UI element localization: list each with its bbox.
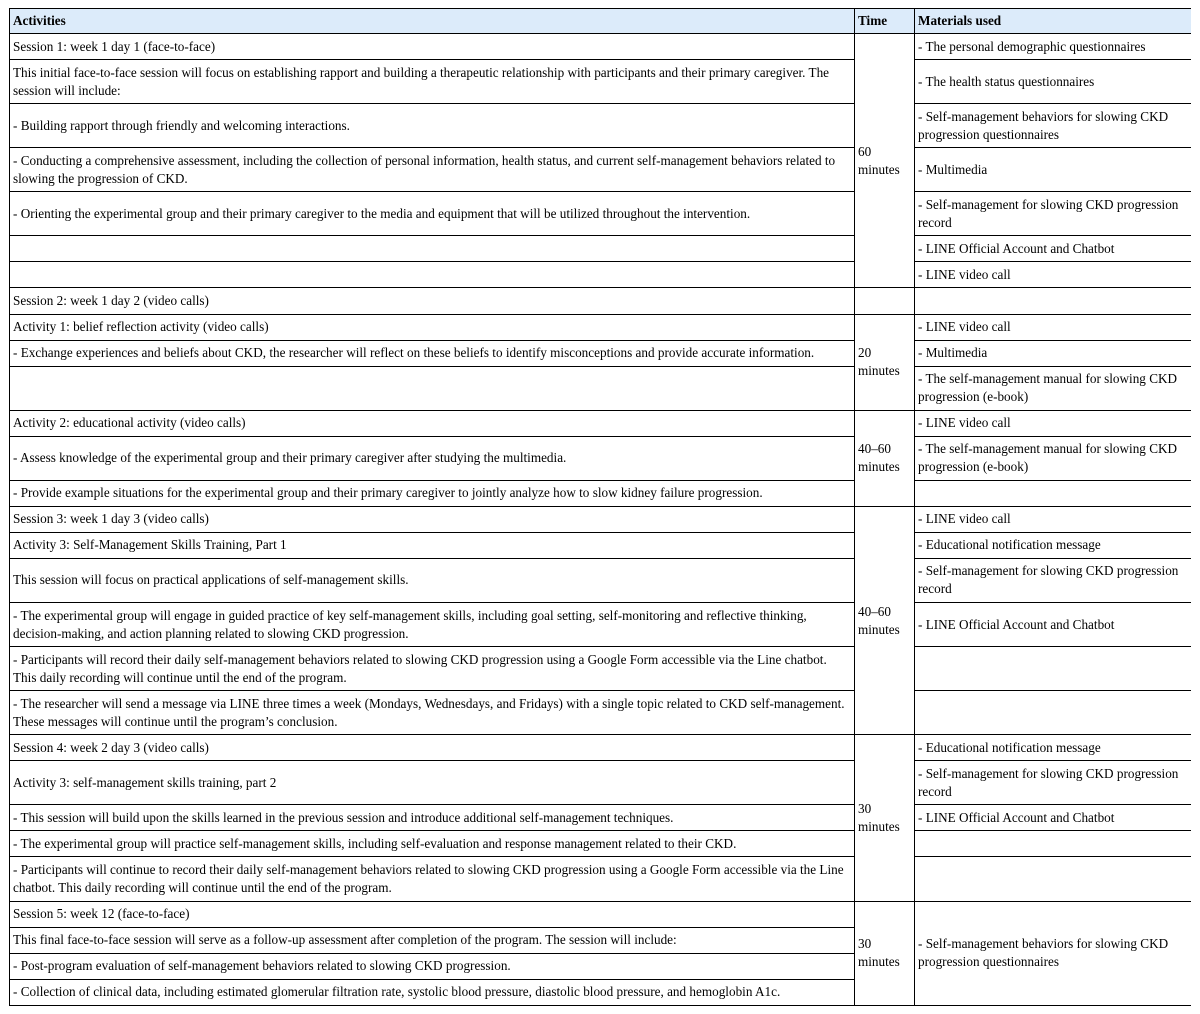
table-row xyxy=(10,410,1192,436)
material-cell: - The health status questionnaires xyxy=(915,60,1192,104)
activity-cell: - Exchange experiences and beliefs about CKD, the researcher will reflect on these beliefs to identify misconceptions and provide accurate information. xyxy=(10,340,855,366)
activity-cell: - Post-program evaluation of self-management behaviors related to slowing CKD progression. xyxy=(10,953,855,979)
activity-cell: This final face-to-face session will serve as a follow-up assessment after completion of the program. The session will include: xyxy=(10,927,855,953)
activity-cell: - Building rapport through friendly and welcoming interactions. xyxy=(10,104,855,148)
table-row xyxy=(10,532,1192,558)
material-cell: - The personal demographic questionnaires xyxy=(915,34,1192,60)
material-cell: - Self-management for slowing CKD progression record xyxy=(915,192,1192,236)
activity-cell: Session 4: week 2 day 3 (video calls) xyxy=(10,735,855,761)
activity-cell: Session 2: week 1 day 2 (video calls) xyxy=(10,288,855,314)
table-row xyxy=(10,34,1192,60)
activity-cell: - Assess knowledge of the experimental group and their primary caregiver after studying the multimedia. xyxy=(10,436,855,480)
material-cell: - Self-management for slowing CKD progression record xyxy=(915,558,1192,602)
header-activities: Activities xyxy=(10,9,855,34)
header-time: Time xyxy=(855,9,915,34)
activity-cell xyxy=(10,262,855,288)
header-materials: Materials used xyxy=(915,9,1192,34)
activity-cell: - This session will build upon the skills learned in the previous session and introduce additional self-management techniques. xyxy=(10,805,855,831)
activity-cell: Activity 3: self-management skills training, part 2 xyxy=(10,761,855,805)
table-row xyxy=(10,262,1192,288)
material-cell: - The self-management manual for slowing CKD progression (e-book) xyxy=(915,366,1192,410)
time-cell-session1: 60 minutes xyxy=(855,34,915,288)
material-cell: - LINE Official Account and Chatbot xyxy=(915,236,1192,262)
table-row xyxy=(10,761,1192,805)
material-cell: - LINE video call xyxy=(915,262,1192,288)
table-row xyxy=(10,148,1192,192)
table-row xyxy=(10,506,1192,532)
material-cell: - Educational notification message xyxy=(915,735,1192,761)
material-cell xyxy=(915,691,1192,735)
activity-cell: - The researcher will send a message via LINE three times a week (Mondays, Wednesdays, and Fridays) with a single topic related to CKD self-management. These messages will continue until the program’s conclusion. xyxy=(10,691,855,735)
material-cell: - LINE video call xyxy=(915,506,1192,532)
activity-cell: - Participants will continue to record their daily self-management behaviors related to slowing CKD progression using a Google Form accessible via the Line chatbot. This daily recording will continue until the end of the program. xyxy=(10,857,855,901)
activity-cell: This initial face-to-face session will focus on establishing rapport and building a therapeutic relationship with participants and their primary caregiver. The session will include: xyxy=(10,60,855,104)
table-row xyxy=(10,436,1192,480)
activity-cell: - Provide example situations for the experimental group and their primary caregiver to jointly analyze how to slow kidney failure progression. xyxy=(10,480,855,506)
activity-cell: Activity 2: educational activity (video calls) xyxy=(10,410,855,436)
table-row xyxy=(10,901,1192,927)
activity-cell: This session will focus on practical applications of self-management skills. xyxy=(10,558,855,602)
table-row xyxy=(10,288,1192,314)
material-cell xyxy=(915,831,1192,857)
activity-cell: - Conducting a comprehensive assessment, including the collection of personal information, health status, and current self-management behaviors related to slowing the progression of CKD. xyxy=(10,148,855,192)
table-row xyxy=(10,558,1192,602)
material-cell xyxy=(915,857,1192,901)
activity-cell: Session 1: week 1 day 1 (face-to-face) xyxy=(10,34,855,60)
material-cell: - The self-management manual for slowing CKD progression (e-book) xyxy=(915,436,1192,480)
table-row xyxy=(10,366,1192,410)
table-row xyxy=(10,647,1192,691)
time-cell-session2 xyxy=(855,288,915,314)
table-row xyxy=(10,104,1192,148)
time-cell-activity1: 20 minutes xyxy=(855,314,915,410)
table-row xyxy=(10,236,1192,262)
table-container xyxy=(9,8,1191,1006)
material-cell: - LINE video call xyxy=(915,410,1192,436)
time-cell-session3: 40–60 minutes xyxy=(855,506,915,734)
table-row xyxy=(10,735,1192,761)
time-cell-session5: 30 minutes xyxy=(855,901,915,1005)
table-row xyxy=(10,691,1192,735)
activities-table xyxy=(9,8,1191,1006)
material-cell: - LINE Official Account and Chatbot xyxy=(915,603,1192,647)
activity-cell: - Collection of clinical data, including estimated glomerular filtration rate, systolic blood pressure, diastolic blood pressure, and hemoglobin A1c. xyxy=(10,979,855,1005)
activity-cell: - The experimental group will practice self-management skills, including self-evaluation and response management related to their CKD. xyxy=(10,831,855,857)
material-cell xyxy=(915,288,1192,314)
material-cell-session5: - Self-management behaviors for slowing CKD progression questionnaires xyxy=(915,901,1192,1005)
material-cell: - LINE Official Account and Chatbot xyxy=(915,805,1192,831)
table-row xyxy=(10,857,1192,901)
material-cell: - Educational notification message xyxy=(915,532,1192,558)
activity-cell: - The experimental group will engage in guided practice of key self-management skills, including goal setting, self-monitoring and reflective thinking, decision-making, and action planning related to slowing CKD progression. xyxy=(10,603,855,647)
activity-cell: Activity 3: Self-Management Skills Training, Part 1 xyxy=(10,532,855,558)
activity-cell: - Participants will record their daily self-management behaviors related to slowing CKD progression using a Google Form accessible via the Line chatbot. This daily recording will continue until the end of the program. xyxy=(10,647,855,691)
activity-cell: - Orienting the experimental group and their primary caregiver to the media and equipment that will be utilized throughout the intervention. xyxy=(10,192,855,236)
time-cell-session4: 30 minutes xyxy=(855,735,915,901)
material-cell: - Multimedia xyxy=(915,340,1192,366)
material-cell: - Self-management behaviors for slowing CKD progression questionnaires xyxy=(915,104,1192,148)
material-cell: - Self-management for slowing CKD progression record xyxy=(915,761,1192,805)
table-row xyxy=(10,831,1192,857)
activity-cell: Activity 1: belief reflection activity (video calls) xyxy=(10,314,855,340)
header-row xyxy=(10,9,1192,34)
material-cell: - LINE video call xyxy=(915,314,1192,340)
material-cell: - Multimedia xyxy=(915,148,1192,192)
table-row xyxy=(10,805,1192,831)
table-row xyxy=(10,314,1192,340)
material-cell xyxy=(915,647,1192,691)
table-row xyxy=(10,60,1192,104)
activity-cell: Session 3: week 1 day 3 (video calls) xyxy=(10,506,855,532)
table-row xyxy=(10,340,1192,366)
material-cell xyxy=(915,480,1192,506)
table-row xyxy=(10,192,1192,236)
table-row xyxy=(10,603,1192,647)
time-cell-activity2: 40–60 minutes xyxy=(855,410,915,506)
activity-cell xyxy=(10,366,855,410)
activity-cell: Session 5: week 12 (face-to-face) xyxy=(10,901,855,927)
activity-cell xyxy=(10,236,855,262)
table-row xyxy=(10,480,1192,506)
